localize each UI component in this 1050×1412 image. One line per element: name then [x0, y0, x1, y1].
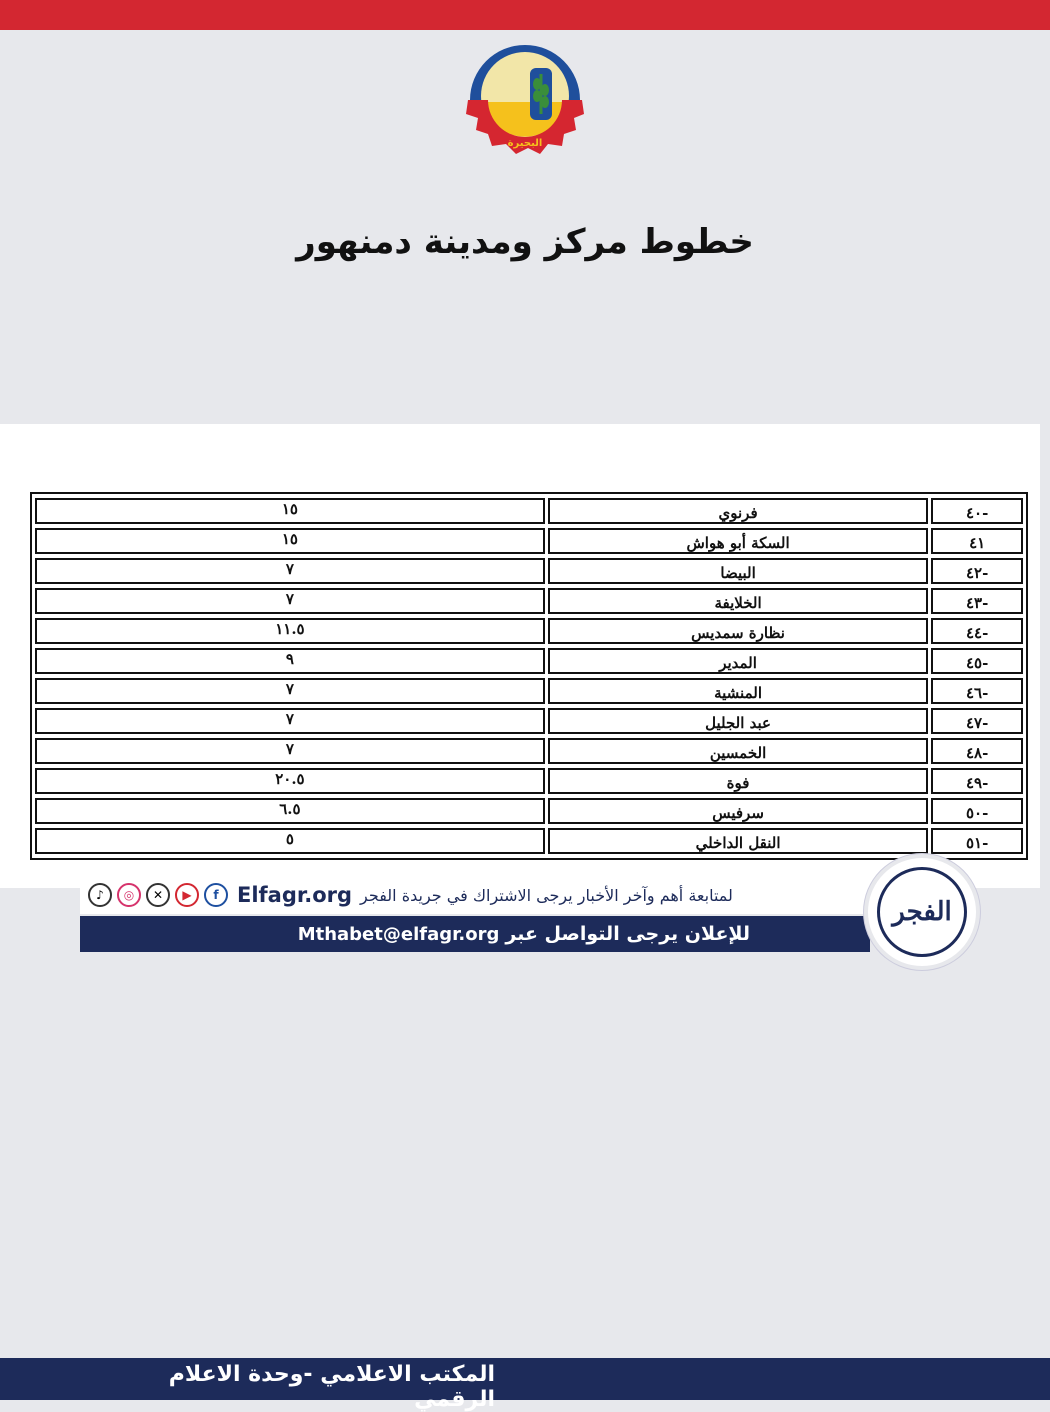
beheira-logo	[458, 30, 592, 158]
table-row	[35, 708, 1023, 734]
route-name: المنشية	[548, 678, 929, 704]
table-row	[35, 528, 1023, 554]
route-fare: ٧	[35, 708, 545, 734]
x-icon[interactable]: ✕	[146, 883, 170, 907]
route-name: البيضا	[548, 558, 929, 584]
route-fare: ١٥	[35, 498, 545, 524]
site-url[interactable]: Elfagr.org	[237, 883, 353, 907]
route-number: -٤٦	[931, 678, 1023, 704]
banner-ads-row	[80, 916, 870, 952]
elfagr-banner	[80, 876, 972, 968]
footer-text: المكتب الاعلامي -وحدة الاعلام الرقمي	[168, 1362, 495, 1412]
route-number: -٤٠	[931, 498, 1023, 524]
footer-bar	[0, 1358, 1050, 1412]
route-number: -٤٢	[931, 558, 1023, 584]
route-fare: ٦.٥	[35, 798, 545, 824]
route-number: ٤١	[931, 528, 1023, 554]
route-number: -٤٩	[931, 768, 1023, 794]
table-row	[35, 678, 1023, 704]
table-row	[35, 618, 1023, 644]
tiktok-icon[interactable]: ♪	[88, 883, 112, 907]
route-name: فرنوي	[548, 498, 929, 524]
route-fare: ٥	[35, 828, 545, 854]
routes-table	[30, 492, 1028, 860]
routes-table-body	[35, 498, 1023, 854]
page-title: خطوط مركز ومدينة دمنهور	[296, 222, 754, 262]
route-number: -٤٣	[931, 588, 1023, 614]
route-number: -٥١	[931, 828, 1023, 854]
route-number: -٤٧	[931, 708, 1023, 734]
route-fare: ٧	[35, 678, 545, 704]
route-fare: ٧	[35, 558, 545, 584]
elfagr-logo	[864, 854, 980, 970]
instagram-icon[interactable]: ◎	[117, 883, 141, 907]
route-number: -٥٠	[931, 798, 1023, 824]
table-row	[35, 498, 1023, 524]
route-fare: ٧	[35, 588, 545, 614]
route-name: النقل الداخلي	[548, 828, 929, 854]
youtube-icon[interactable]: ▶	[175, 883, 199, 907]
route-name: الخمسين	[548, 738, 929, 764]
route-name: المدير	[548, 648, 929, 674]
table-row	[35, 828, 1023, 854]
route-name: فوة	[548, 768, 929, 794]
table-row	[35, 558, 1023, 584]
route-number: -٤٤	[931, 618, 1023, 644]
banner-follow-row	[80, 876, 870, 914]
table-row	[35, 648, 1023, 674]
route-fare: ١٥	[35, 528, 545, 554]
table-row	[35, 738, 1023, 764]
ads-text: للإعلان يرجى التواصل عبر	[505, 923, 750, 945]
route-fare: ٩	[35, 648, 545, 674]
route-fare: ٧	[35, 738, 545, 764]
logo-text: البحيرة	[507, 138, 543, 149]
elfagr-logo-text: الفجر	[877, 867, 967, 957]
table-row	[35, 798, 1023, 824]
route-name: الخلايفة	[548, 588, 929, 614]
social-icons	[88, 883, 233, 907]
route-name: نظارة سمديس	[548, 618, 929, 644]
facebook-icon[interactable]: f	[204, 883, 228, 907]
table-row	[35, 768, 1023, 794]
route-fare: ٢٠.٥	[35, 768, 545, 794]
follow-text: لمتابعة أهم وآخر الأخبار يرجى الاشتراك في جريدة الفجر	[360, 885, 733, 905]
route-name: سرفيس	[548, 798, 929, 824]
route-number: -٤٥	[931, 648, 1023, 674]
route-name: السكة أبو هواش	[548, 528, 929, 554]
ads-email[interactable]: Mthabet@elfagr.org	[297, 923, 500, 945]
table-row	[35, 588, 1023, 614]
top-red-bar	[0, 0, 1050, 30]
route-name: عبد الجليل	[548, 708, 929, 734]
route-fare: ١١.٥	[35, 618, 545, 644]
route-number: -٤٨	[931, 738, 1023, 764]
